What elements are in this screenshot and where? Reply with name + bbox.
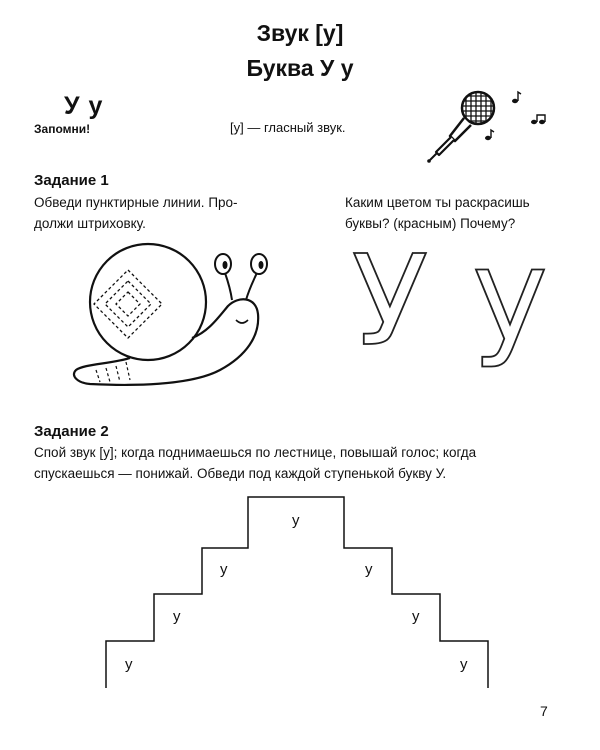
stair-letter-3: у bbox=[220, 561, 228, 578]
task2-instruction-line2: спускаешься — понижай. Обведи под каждой ступенькой букву У. bbox=[34, 466, 447, 481]
svg-text:у: у bbox=[472, 222, 548, 371]
page-title-sound: Звук [у] bbox=[256, 20, 344, 46]
task1-instruction-line2: должи штриховку. bbox=[34, 216, 146, 231]
task2-instruction-line1: Спой звук [у]; когда поднимаешься по лестнице, повышай голос; когда bbox=[34, 445, 477, 460]
remember-label: Запомни! bbox=[34, 122, 91, 136]
stair-letter-4: у bbox=[292, 512, 300, 529]
task1-question-line1: Каким цветом ты раскрасишь bbox=[345, 195, 530, 210]
vowel-note: [у] — гласный звук. bbox=[230, 120, 346, 135]
stair-letter-2: у bbox=[173, 608, 181, 625]
task2-title: Задание 2 bbox=[34, 423, 109, 440]
stair-letter-5: у bbox=[365, 561, 373, 578]
task1-question-line2: буквы? (красным) Почему? bbox=[345, 216, 516, 231]
page-number: 7 bbox=[540, 703, 548, 719]
stair-letter-1: у bbox=[125, 656, 133, 673]
letter-pair: У у bbox=[64, 92, 104, 120]
task1-title: Задание 1 bbox=[34, 172, 109, 189]
stair-letter-7: у bbox=[460, 656, 468, 673]
stair-letter-6: у bbox=[412, 608, 420, 625]
task1-instruction-line1: Обведи пунктирные линии. Про- bbox=[34, 195, 238, 210]
page-title-letter: Буква У у bbox=[246, 55, 354, 81]
svg-text:У: У bbox=[351, 229, 429, 374]
